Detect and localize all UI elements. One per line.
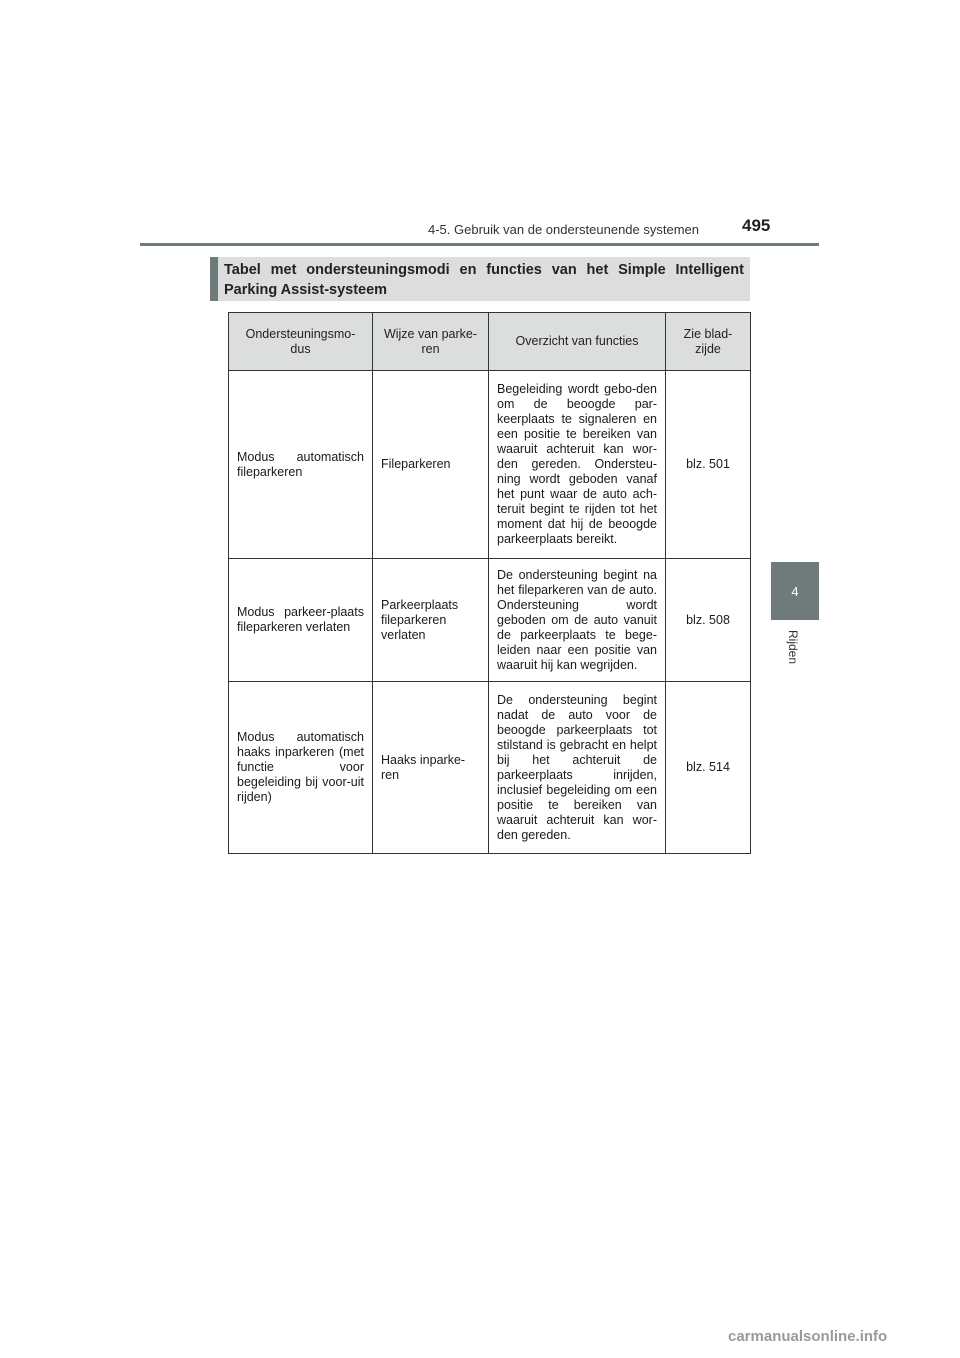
table-row bbox=[229, 682, 751, 854]
cell-method: Parkeerplaats fileparkeren verlaten bbox=[373, 559, 489, 682]
running-header-section: 4-5. Gebruik van de ondersteunende systemen bbox=[428, 222, 700, 237]
assist-modes-table bbox=[228, 312, 751, 854]
chapter-label: Rijden bbox=[786, 630, 800, 665]
cell-overview: De ondersteuning begint nadat de auto voor de beoogde parkeerplaats tot stilstand is gebracht en helpt bij het achteruit de parkeerplaats inrijden, inclusief begeleiding om een positie te bereiken van waaruit achteruit kan wor-den gereden. bbox=[489, 682, 666, 854]
page-number: 495 bbox=[742, 216, 771, 235]
cell-page-ref: blz. 501 bbox=[666, 371, 751, 559]
header-method: Wijze van parke- ren bbox=[373, 313, 489, 371]
section-heading-bar bbox=[210, 257, 218, 301]
cell-overview: De ondersteuning begint na het fileparkeren van de auto. Ondersteuning wordt geboden om de auto vanuit de parkeerplaats te bege-leiden naar een positie van waaruit hij kan wegrijden. bbox=[489, 559, 666, 682]
header-mode: Ondersteuningsmo- dus bbox=[229, 313, 373, 371]
cell-page-ref: blz. 508 bbox=[666, 559, 751, 682]
cell-page-ref: blz. 514 bbox=[666, 682, 751, 854]
cell-overview: Begeleiding wordt gebo-den om de beoogde par-keerplaats te signaleren en een positie te bereiken van waaruit achteruit kan wor-den gereden. Ondersteu-ning wordt geboden vanaf het punt waar de auto ach-teruit begint te rijden tot het moment dat hij de beoogde parkeerplaats bereikt. bbox=[489, 371, 666, 559]
chapter-tab[interactable] bbox=[771, 562, 819, 620]
section-heading bbox=[210, 257, 750, 301]
header-rule bbox=[140, 243, 819, 246]
cell-method: Haaks inparke-ren bbox=[373, 682, 489, 854]
section-heading-text: Tabel met ondersteuningsmodi en functies van het Simple Intelligent Parking Assist-systeem bbox=[224, 262, 744, 298]
header-overview: Overzicht van functies bbox=[489, 313, 666, 371]
table-header-row bbox=[229, 313, 751, 371]
table-row bbox=[229, 371, 751, 559]
cell-method: Fileparkeren bbox=[373, 371, 489, 559]
cell-mode: Modus automatisch fileparkeren bbox=[229, 371, 373, 559]
cell-mode: Modus parkeer-plaats fileparkeren verlaten bbox=[229, 559, 373, 682]
header-page: Zie blad- zijde bbox=[666, 313, 751, 371]
watermark: carmanualsonline.info bbox=[728, 1328, 888, 1345]
table-row bbox=[229, 559, 751, 682]
cell-mode: Modus automatisch haaks inparkeren (met functie voor begeleiding bij voor-uit rijden) bbox=[229, 682, 373, 854]
chapter-number: 4 bbox=[791, 583, 799, 599]
